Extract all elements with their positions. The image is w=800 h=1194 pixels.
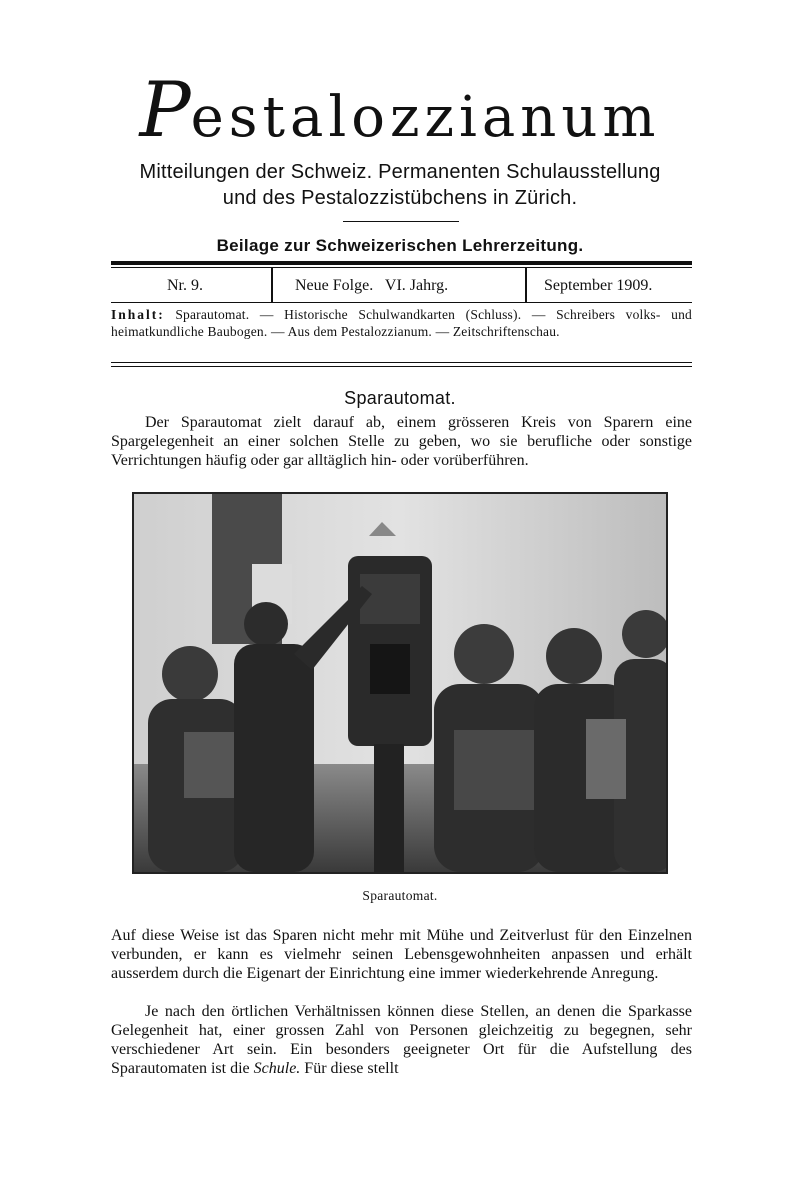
issue-info-row [111,268,692,302]
issue-number: Nr. 9. [167,277,203,294]
divider [271,268,273,302]
divider [111,366,692,367]
article-paragraph: Auf diese Weise ist das Sparen nicht mehr mit Mühe und Zeitverlust für den Einzelnen verbunden, er kann es vielmehr seinen Lebensgewohnheiten anpassen und erhält ausserdem durch die Eigenart der Einrichtung eine immer wiederkehrende Anregung. [111,927,692,982]
article-photo [132,492,668,874]
paragraph-text: Je nach den örtlichen Verhältnissen können diese Stellen, an denen die Sparkasse Gelegenheit hat, einer grossen Zahl von Personen gleichzeitig zu begegnen, sehr verschiedener Art sein. Ein besonders geeigneter Ort für die Aufstellung des Sparautomaten ist die [111,1003,692,1077]
article-paragraph [111,1002,692,1078]
issue-series: Neue Folge. VI. Jahrg. [295,277,449,294]
contents-lead: Inhalt: [111,307,165,322]
table-of-contents [111,306,692,340]
article-heading: Sparautomat. [344,388,456,408]
article-paragraph: Der Sparautomat zielt darauf ab, einem grösseren Kreis von Sparern eine Spargelegenheit an einer solchen Stelle zu geben, wo sie berufliche oder sonstige Verrichtungen häufig oder gar alltäglich hin- oder vorüberführen. [111,414,692,469]
supplement-line: Beilage zur Schweizerischen Lehrerzeitung. [216,236,584,255]
emphasis-text: Schule. [253,1060,301,1077]
divider [111,302,692,303]
subtitle-line-1: Mitteilungen der Schweiz. Permanenten Schulausstellung [139,161,661,183]
masthead-initial: P [139,65,191,154]
masthead-title [0,65,800,154]
divider [111,261,692,265]
masthead-rest: estalozzianum [190,85,661,150]
subtitle-line-2: und des Pestalozzistübchens in Zürich. [222,187,578,209]
issue-date: September 1909. [544,277,653,294]
photo-illustration [134,494,666,872]
contents-text: Sparautomat. — Historische Schulwandkarten (Schluss). — Schreibers volks- und heimatkundliche Baubogen. — Aus dem Pestalozzianum. — Zeitschriftenschau. [111,307,692,339]
divider [111,362,692,363]
photo-caption: Sparautomat. [362,888,438,903]
paragraph-text: Für diese stellt [300,1060,399,1077]
divider [343,221,459,222]
divider [525,268,527,302]
